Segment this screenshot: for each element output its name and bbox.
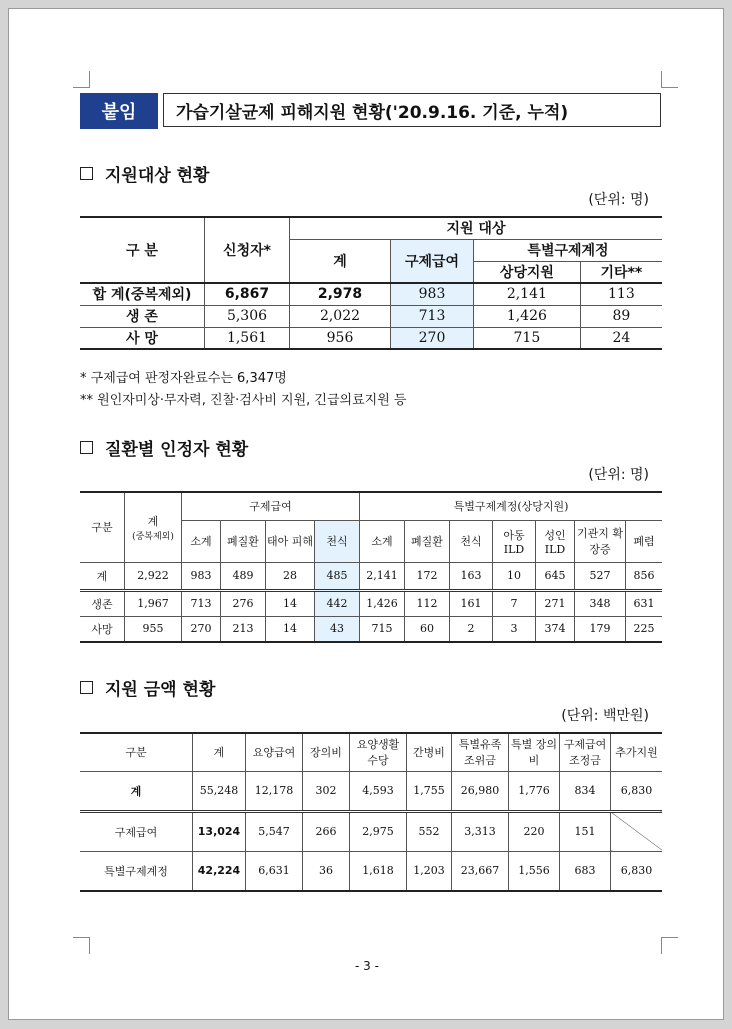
- unit-label: (단위: 명): [588, 192, 649, 208]
- empty-diagonal-cell: [611, 811, 663, 851]
- table-row: 사망 955 270 213 14 43 715 60 2 3 374 179 225: [80, 616, 662, 642]
- crop-mark: [73, 937, 90, 954]
- support-target-table: [80, 216, 662, 350]
- col-total: 계: [290, 239, 391, 283]
- table-row: 구제급여 13,024 5,547 266 2,975 552 3,313 220 151: [80, 811, 662, 851]
- footnote: * 구제급여 판정자완료수는 6,347명: [80, 371, 287, 386]
- checkbox-square-icon: [80, 681, 93, 694]
- section-title-disease: 질환별 인정자 현황: [80, 435, 248, 460]
- table-row: 계 2,922 983 489 28 485 2,141 172 163 10 645 527 856: [80, 562, 662, 590]
- unit-label: (단위: 백만원): [561, 708, 649, 724]
- document-page: [8, 8, 724, 1020]
- amount-table: 구분 계 요양급여 장의비 요양생활 수당 간병비 특별유족 조위금 특별 장의비 구제급여 조정금 추가지원 계 55,248 12,178 302 4,593 1,755 26,980 1,776 834 6,830 구제급여 13,024 5,547 266 2,975 552 3,313 220 151 특별구제계정 42,224 6,631 36 1,618 1,203 23,667 1,556 683 6,830: [80, 732, 662, 892]
- table-row: 생존 1,967 713 276 14 442 1,426 112 161 7 271 348 631: [80, 590, 662, 616]
- section-title-support-target: 지원대상 현황: [80, 161, 209, 186]
- table-row: 사 망 1,561 956 270 715 24: [80, 327, 662, 349]
- table-row: 합 계(중복제외) 6,867 2,978 983 2,141 113: [80, 283, 662, 305]
- unit-label: (단위: 명): [588, 467, 649, 483]
- footnote: ** 원인자미상·무자력, 진찰·검사비 지원, 긴급의료지원 등: [80, 393, 407, 408]
- disease-table: 구분 계 (중복제외) 구제급여 특별구제계정(상당지원) 소계 폐질환 태아 피해 천식 소계 폐질환 천식 아동 ILD 성인 ILD 기관지 확장증 폐렴 계 2,922 983 489 28 485 2,141 172 163 10 645 527 856 생존 1,967 713 276 14 442 1,426 112 161 7 271 348 631 사망 955 270 213 14 43 715 60 2 3 374 179 225: [80, 491, 662, 643]
- col-consult: 상당지원: [474, 261, 581, 283]
- annex-badge: 붙임: [80, 93, 158, 129]
- section-title-amount: 지원 금액 현황: [80, 675, 215, 700]
- col-relief: 구제급여: [391, 239, 474, 283]
- checkbox-square-icon: [80, 441, 93, 454]
- page-number: - 3 -: [355, 959, 379, 973]
- col-category: 구 분: [80, 217, 205, 283]
- crop-mark: [73, 71, 90, 88]
- col-special: 특별구제계정: [474, 239, 663, 261]
- crop-mark: [661, 71, 678, 88]
- col-applicants: 신청자*: [205, 217, 290, 283]
- checkbox-square-icon: [80, 167, 93, 180]
- document-title: 가습기살균제 피해지원 현황('20.9.16. 기준, 누적): [163, 93, 661, 127]
- table-row: 계 55,248 12,178 302 4,593 1,755 26,980 1,776 834 6,830: [80, 771, 662, 811]
- table-row: 특별구제계정 42,224 6,631 36 1,618 1,203 23,667 1,556 683 6,830: [80, 851, 662, 891]
- table-row: 생 존 5,306 2,022 713 1,426 89: [80, 305, 662, 327]
- col-support-target: 지원 대상: [290, 217, 663, 239]
- crop-mark: [661, 937, 678, 954]
- col-other: 기타**: [580, 261, 662, 283]
